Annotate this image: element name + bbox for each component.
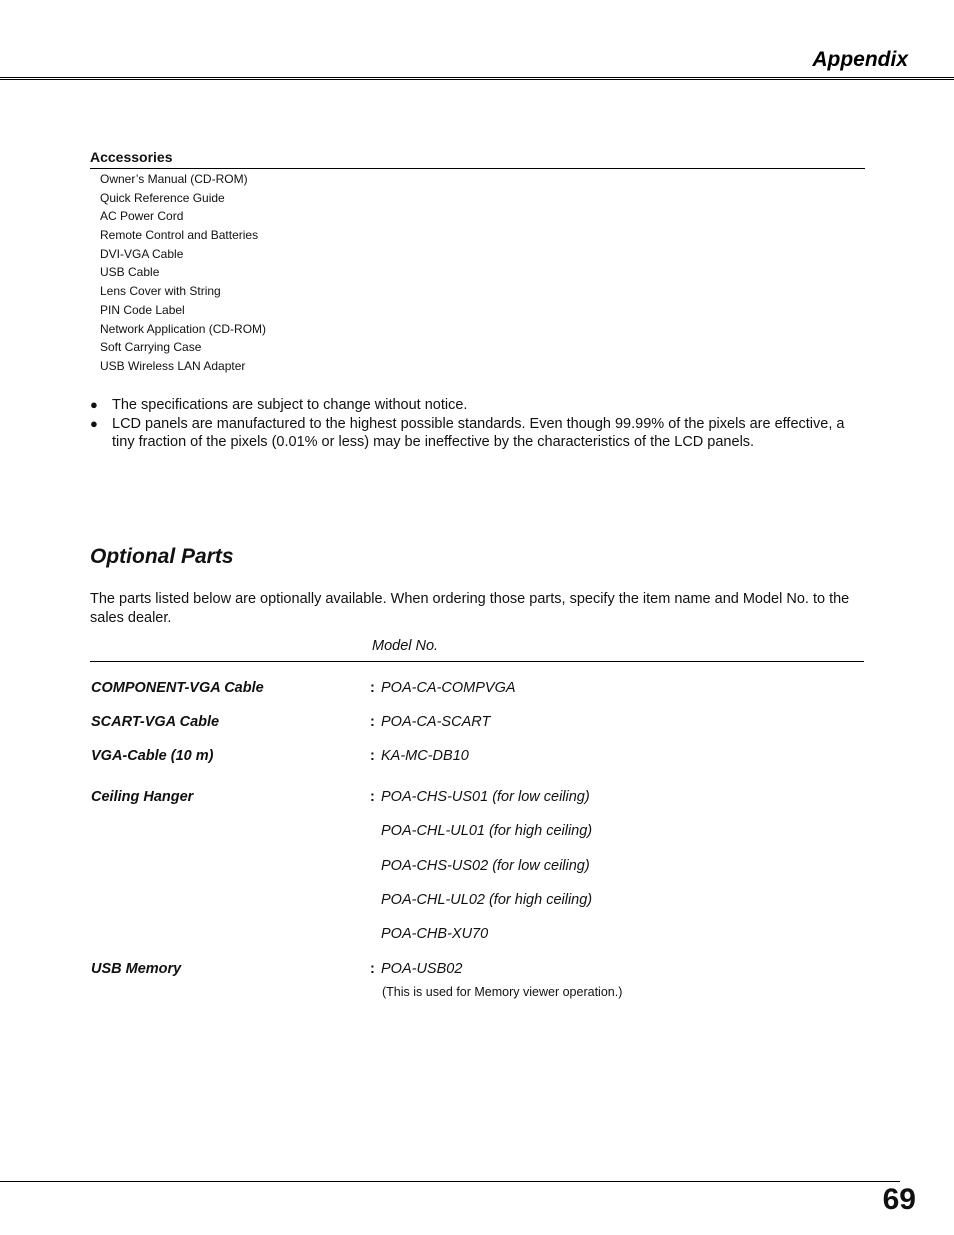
optional-parts-title: Optional Parts: [90, 545, 234, 568]
parts-divider: [90, 661, 864, 662]
model-number: POA-CHL-UL02 (for high ceiling): [381, 892, 593, 908]
list-item: Owner’s Manual (CD-ROM): [100, 172, 248, 186]
model-number: POA-USB02: [381, 961, 463, 977]
separator-colon: :: [370, 789, 375, 805]
list-item: Remote Control and Batteries: [100, 228, 259, 243]
separator-colon: :: [370, 961, 375, 977]
accessories-list: [100, 170, 266, 376]
part-name: VGA-Cable (10 m): [91, 748, 214, 764]
separator-colon: :: [370, 680, 375, 696]
list-item: USB Wireless LAN Adapter: [100, 358, 246, 373]
model-number: POA-CHL-UL01 (for high ceiling): [381, 823, 593, 839]
header-divider: [0, 77, 954, 80]
model-number-header: Model No.: [372, 638, 439, 654]
list-item: USB Cable: [100, 265, 160, 280]
list-item: Soft Carrying Case: [100, 340, 202, 355]
model-number: POA-CHS-US01 (for low ceiling): [381, 789, 590, 805]
list-item: PIN Code Label: [100, 302, 185, 317]
bullet-icon: ●: [90, 397, 98, 412]
page-number: 69: [882, 1183, 916, 1216]
separator-colon: :: [370, 748, 375, 764]
part-name: COMPONENT-VGA Cable: [91, 680, 264, 696]
list-item: Lens Cover with String: [100, 284, 221, 299]
model-note: (This is used for Memory viewer operation.): [382, 985, 623, 999]
note-item: [90, 415, 850, 452]
part-name: SCART-VGA Cable: [91, 714, 220, 730]
model-number: POA-CA-SCART: [381, 714, 491, 730]
note-item: [90, 396, 850, 415]
model-number: POA-CHS-US02 (for low ceiling): [381, 858, 590, 874]
bullet-icon: ●: [90, 415, 98, 431]
model-number: POA-CHB-XU70: [381, 926, 489, 942]
model-number: KA-MC-DB10: [381, 748, 469, 764]
note-text: The specifications are subject to change without notice.: [112, 397, 468, 413]
optional-parts-intro: The parts listed below are optionally available. When ordering those parts, specify the item name and Model No. to the sales dealer.: [90, 591, 850, 626]
part-name: Ceiling Hanger: [91, 789, 194, 805]
list-item: Quick Reference Guide: [100, 190, 225, 205]
list-item: AC Power Cord: [100, 209, 184, 224]
accessories-divider: [90, 168, 865, 169]
list-item: Network Application (CD-ROM): [100, 321, 267, 336]
model-number: POA-CA-COMPVGA: [381, 680, 516, 696]
section-header-title: Appendix: [812, 48, 908, 71]
separator-colon: :: [370, 714, 375, 730]
part-name: USB Memory: [91, 961, 182, 977]
note-text: LCD panels are manufactured to the highest possible standards. Even though 99.99% of the pixels are effective, a tiny fraction of the pixels (0.01% or less) may be ineffective by the characteristics of the LCD panels.: [112, 415, 845, 451]
accessories-heading: Accessories: [90, 149, 173, 165]
footer-divider: [0, 1181, 900, 1182]
notes-list: [90, 396, 850, 452]
list-item: DVI-VGA Cable: [100, 246, 184, 261]
